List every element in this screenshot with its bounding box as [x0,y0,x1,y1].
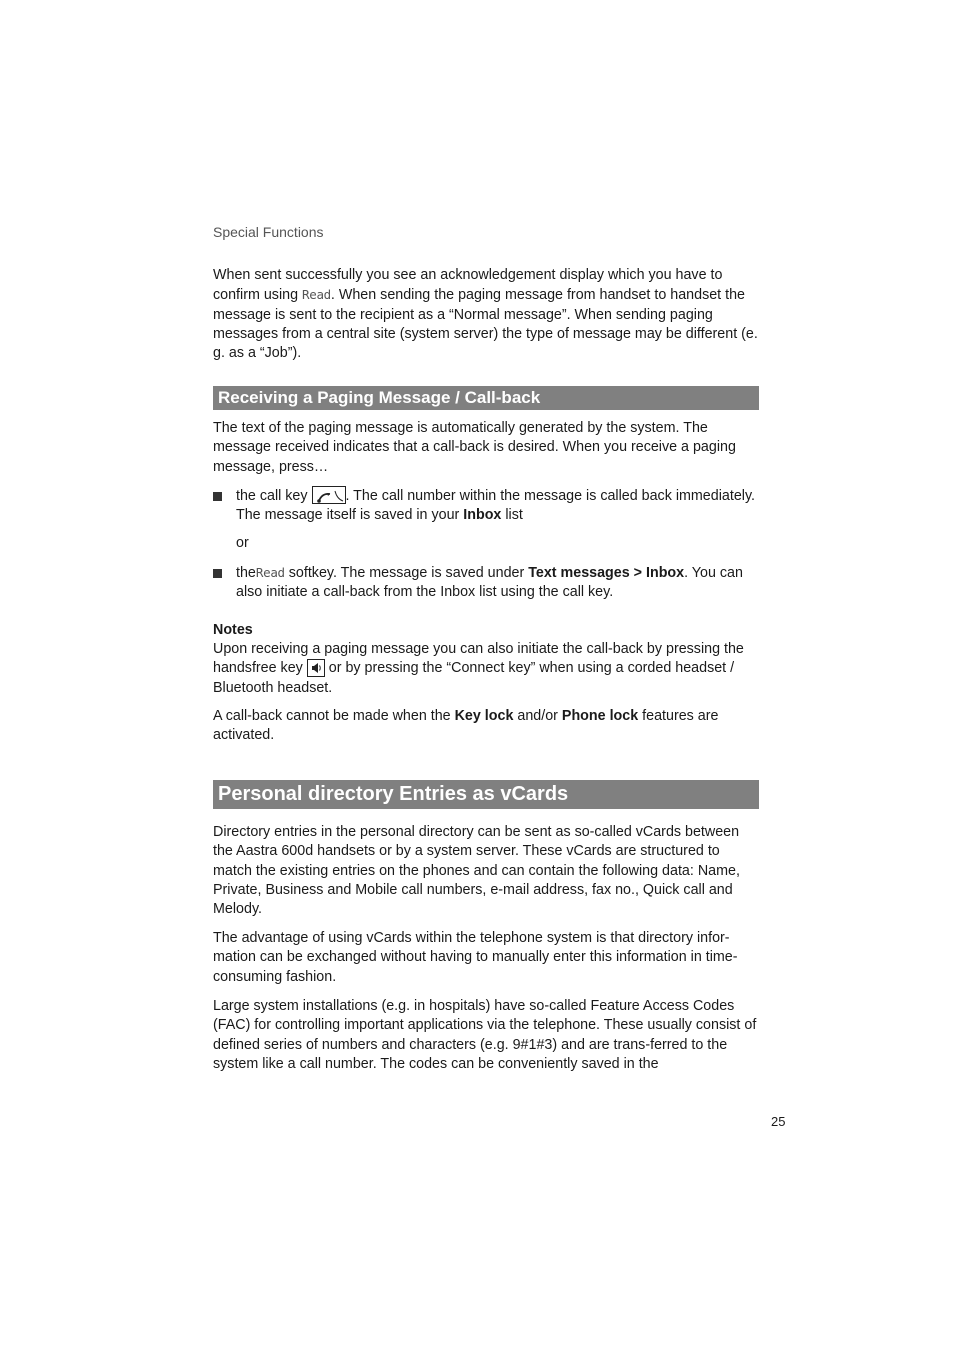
notes-title: Notes [213,622,253,638]
vcards-paragraph-3: Large system installations (e.g. in hospitals) have so-called Feature Access Codes (FAC) for controlling important applications via the telephone. These usually consist of defined series of numbers and characters (e.g. 9#1#3) and are trans-ferred to the system like a call number. The codes can be conveniently saved in the [213,998,757,1072]
call-key-icon [312,486,346,504]
handsfree-key-icon [307,659,325,677]
receiving-paragraph: The text of the paging message is automatically generated by the system. The message received indicates that a call-back is desired. When you receive a paging message, press… [213,420,736,475]
vcards-paragraph-2: The advantage of using vCards within the telephone system is that directory infor-mation can be exchanged without having to manually enter this information in time-consuming fashion. [213,930,738,985]
read-softkey-label: Read [255,565,285,580]
bullet-read-softkey: theRead softkey. The message is saved under Text messages > Inbox. You can also initiate a call-back from the Inbox list using the call key. [213,563,759,603]
intro-paragraph: When sent successfully you see an acknowledgement display which you have to confirm using Read. When sending the paging message from handset to handset the message is sent to the recipient as a “Normal message”. When sending paging messages from a central site (system server) the type of message may be different (e. g. as a “Job”). [213,267,758,362]
notes-paragraph-1: Upon receiving a paging message you can also initiate the call-back by pressing the handsfree key or by pressing the “Connect key” when using a corded headset / Bluetooth headset. [213,641,744,696]
running-header: Special Functions [213,224,324,240]
notes-paragraph-2: A call-back cannot be made when the Key lock and/or Phone lock features are activated. [213,708,719,744]
bullet-mark [213,569,222,578]
section-title-receiving-paging: Receiving a Paging Message / Call-back [213,386,759,410]
bullet-mark [213,492,222,501]
read-softkey-label: Read [302,287,331,303]
page-number: 25 [771,1114,786,1129]
vcards-paragraph-1: Directory entries in the personal directory can be sent as so-called vCards between the Aastra 600d handsets or by a system server. These vCards are structured to match the existing entries on the phones and can contain the following data: Name, Private, Business and Mobile call numbers, e-mail address, fax no., Quick call and Melody. [213,824,740,918]
or-text: or [236,535,249,551]
bullet-call-key: the call key . The call number within the message is called back immediately. The message itself is saved in your Inbox list [213,486,759,526]
section-title-vcards: Personal directory Entries as vCards [213,780,759,809]
